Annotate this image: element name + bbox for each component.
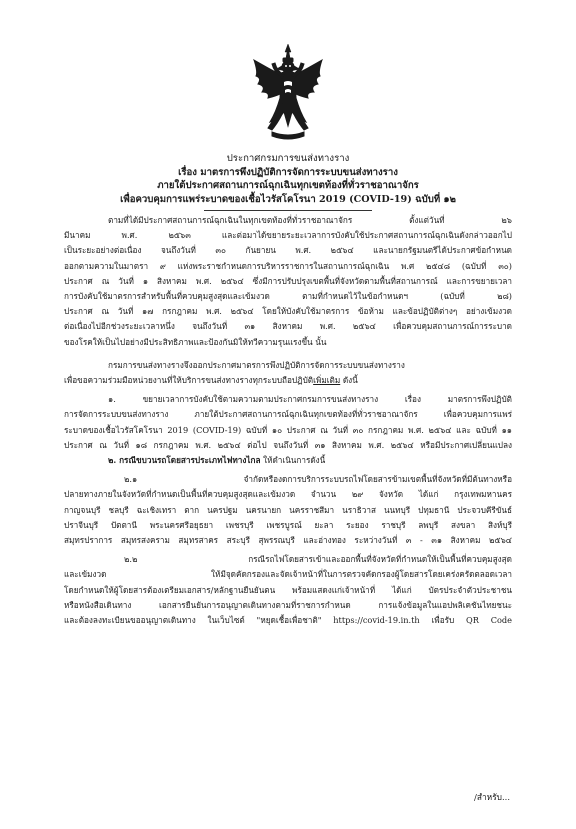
text-line: และเข้มงวด ให้มีจุดคัดกรองและจัดเจ้าหน้าที่ในการตรวจคัดกรองผู้โดยสารโดยเคร่งครัดตลอดเวลา [64, 569, 512, 580]
text-line: ระบาดของเชื้อไวรัสโคโรนา 2019 (COVID-19) ฉบับที่ ๑๐ ประกาศ ณ วันที่ ๓๐ กรกฎาคม พ.ศ. ๒๕๖๔ และ ฉบับที่ ๑๑ [64, 424, 512, 435]
text-line: ประกาศ ณ วันที่ ๑๘ กรกฎาคม พ.ศ. ๒๕๖๔ ต่อไป จนถึงวันที่ ๓๑ สิงหาคม พ.ศ. ๒๕๖๔ หรือมีประกาศเปลี่ยนแปลง [64, 439, 512, 450]
text-line: กรมการขนส่งทางรางจึงออกประกาศมาตรการพึงปฏิบัติการจัดการระบบขนส่งทางราง [108, 359, 405, 370]
text-line: สมุทรปราการ สมุทรสงคราม สมุทรสาคร สระบุรี สุพรรณบุรี และอ่างทอง ระหว่างวันที่ ๓ - ๓๑ สิงหาคม ๒๕๖๔ [64, 535, 512, 546]
preamble-paragraph [64, 213, 512, 350]
text-line: การบังคับใช้มาตรการสำหรับพื้นที่ควบคุมสูงสุดและเข้มงวด ตามที่กำหนดไว้ในข้อกำหนดฯ (ฉบับที่ ๒๘) [64, 291, 512, 302]
text-line: ประกาศ ณ วันที่ ๑ สิงหาคม พ.ศ. ๒๕๖๔ ซึ่งมีการปรับปรุงเขตพื้นที่จังหวัดตามพื้นที่สถานการณ์ และการขยายเวลา [64, 275, 512, 286]
garuda-emblem-icon [250, 42, 326, 142]
announcement-header [70, 152, 506, 211]
text-line: การจัดการระบบขนส่งทางราง ภายใต้ประกาศสถานการณ์ฉุกเฉินทุกเขตท้องที่ทั่วราชอาณาจักร เพื่อควบคุมการแพร่ [64, 409, 512, 420]
subject-line-3: เพื่อควบคุมการแพร่ระบาดของเชื้อไวรัสโคโรนา 2019 (COVID-19) ฉบับที่ ๑๒ [120, 193, 456, 205]
continued-marker: /สำหรับ... [474, 792, 510, 802]
text-line: มีนาคม พ.ศ. ๒๕๖๓ และต่อมาได้ขยายระยะเวลาการบังคับใช้ประกาศสถานการณ์ฉุกเฉินดังกล่าวออกไป [64, 230, 512, 241]
text-line: เป็นระยะอย่างต่อเนื่อง จนถึงวันที่ ๓๐ กันยายน พ.ศ. ๒๕๖๔ และนายกรัฐมนตรีได้ประกาศข้อกำหนด [64, 245, 512, 256]
text-line [64, 373, 512, 388]
text-line: ตามที่ได้มีประกาศสถานการณ์ฉุกเฉินในทุกเขตท้องที่ทั่วราชอาณาจักร ตั้งแต่วันที่ ๒๖ [108, 215, 512, 225]
subject-line: เรื่อง มาตรการพึงปฏิบัติการจัดการระบบขนส่งทางราง [178, 166, 398, 178]
document-body [64, 213, 512, 628]
text-fragment: ให้ดำเนินการดังนี้ [260, 455, 326, 466]
text-line: ต่อเนื่องไปอีกช่วงระยะเวลาหนึ่ง จนถึงวันที่ ๓๑ สิงหาคม พ.ศ. ๒๕๖๔ เพื่อควบคุมสถานการณ์การระบาด [64, 321, 512, 332]
text-line: ๒.๒ กรณีรถไฟโดยสารเข้าและออกพื้นที่จังหวัดที่กำหนดให้เป็นพื้นที่ควบคุมสูงสุด [124, 554, 512, 565]
item-2-1 [64, 472, 512, 548]
header-divider [204, 210, 372, 211]
item-2-title: ๒. กรณีขบวนรถโดยสารประเภทไฟทางไกล [108, 455, 261, 466]
text-line: ปราจีนบุรี ปัตตานี พระนครศรีอยุธยา เพชรบุรี เพชรบูรณ์ ยะลา ระยอง ราชบุรี ลพบุรี สงขลา สิงห์บุรี [64, 519, 512, 530]
text-line: และต้องลงทะเบียนขออนุญาตเดินทาง ในเว็บไซต์ "หยุดเชื้อเพื่อชาติ" https://covid-19.in.th เพื่อรับ QR Code [64, 615, 512, 626]
item-2-heading [64, 453, 512, 468]
item-1 [64, 392, 512, 453]
subject-line-2: ภายใต้ประกาศสถานการณ์ฉุกเฉินทุกเขตท้องที่ทั่วราชอาณาจักร [157, 180, 419, 192]
text-line: โดยกำหนดให้ผู้โดยสารต้องเตรียมเอกสาร/หลักฐานยืนยันตน พร้อมแสดงแก่เจ้าหน้าที่ ได้แก่ บัตรประจำตัวประชาชน [64, 584, 512, 595]
text-fragment: ดังนี้ [340, 375, 358, 386]
text-line: ๒.๑ จำกัดหรืองดการบริการระบบรถไฟโดยสารข้ามเขตพื้นที่จังหวัดที่มีต้นทางหรือ [124, 474, 512, 485]
issuer-title: ประกาศกรมการขนส่งทางราง [226, 153, 350, 164]
underlined-term: เพิ่มเติม [313, 375, 341, 386]
text-line [64, 453, 512, 468]
text-line: ของโรคให้เป็นไปอย่างมีประสิทธิภาพและป้องกันมิให้ทวีความรุนแรงขึ้น นั้น [64, 336, 327, 347]
text-line: ๑. ขยายเวลาการบังคับใช้ตามความตามประกาศกรมการขนส่งทางราง เรื่อง มาตรการพึงปฏิบัติ [108, 394, 512, 405]
text-line: ประกาศ ณ วันที่ ๑๗ กรกฎาคม พ.ศ. ๒๕๖๔ โดยให้บังคับใช้มาตรการ ข้อห้าม และข้อปฏิบัติต่างๆ อย่างเข้มงวด [64, 306, 512, 317]
text-line: ปลายทางภายในจังหวัดที่กำหนดเป็นพื้นที่ควบคุมสูงสุดและเข้มงวด จำนวน ๒๙ จังหวัด ได้แก่ กรุงเทพมหานคร [64, 489, 512, 500]
directive-paragraph [64, 358, 512, 388]
text-line: กาญจนบุรี ชลบุรี ฉะเชิงเทรา ตาก นครปฐม นครนายก นครราชสีมา นราธิวาส นนทบุรี ปทุมธานี ประจวบคีรีขันธ์ [64, 504, 512, 515]
item-2-2 [64, 552, 512, 628]
text-line: หรือหนังสือเดินทาง เอกสารยืนยันการอนุญาตเดินทางตามที่ราชการกำหนด การแจ้งข้อมูลในแอปพลิเคชันไทยชนะ [64, 599, 512, 610]
text-fragment: เพื่อขอความร่วมมือหน่วยงานที่ให้บริการขนส่งทางรางทุกระบบถือปฏิบัติ [64, 375, 314, 386]
text-line: ออกตามความในมาตรา ๙ แห่งพระราชกำหนดการบริหารราชการในสถานการณ์ฉุกเฉิน พ.ศ ๒๕๔๘ (ฉบับที่ ๓๐) [64, 260, 512, 271]
